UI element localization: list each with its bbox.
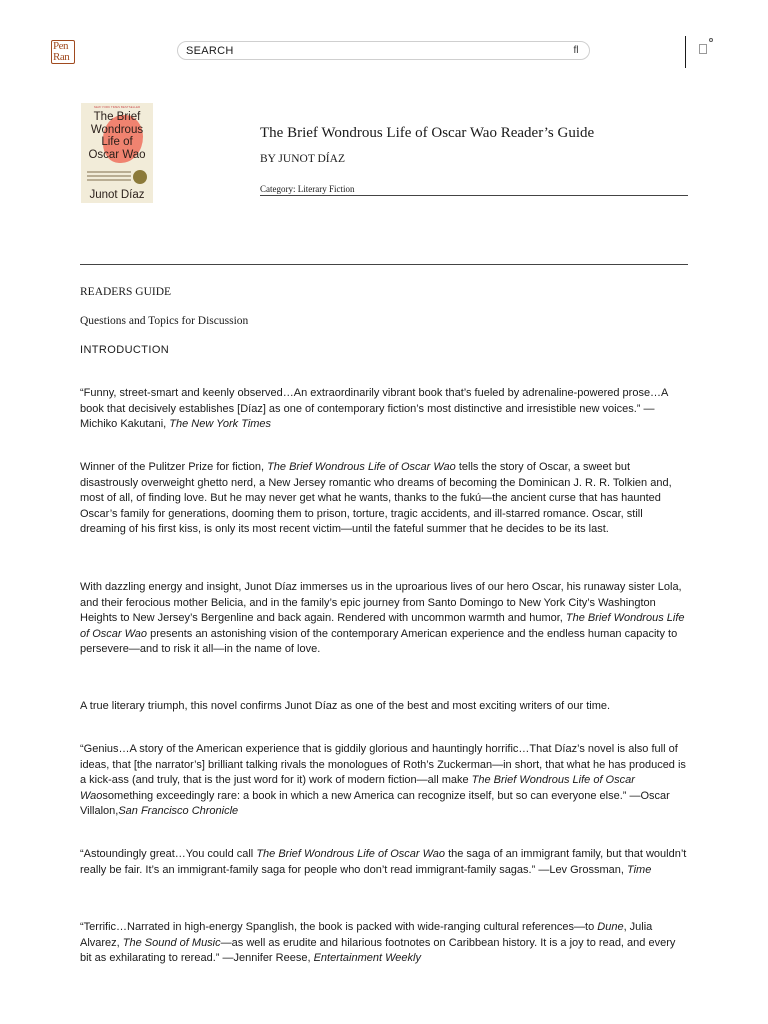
logo-line-1: Pen (53, 40, 68, 52)
intro-paragraph: Winner of the Pulitzer Prize for fiction, The Brief Wondrous Life of Oscar Wao tells the story of Oscar, a sweet but disastrously overweight ghetto nerd, a New Jersey romantic who dreams of becoming the Dominican J. R. R. Tolkien and, most of all, of finding love. But he may never get what he wants, thanks to the fukú—the ancient curse that has haunted Oscar’s family for generations, dooming them to prison, torture, tragic accidents, and ill-starred romance. Oscar, still dreaming of his first kiss, is only its most recent victim—until the fateful summer that he decides to be its last. (80, 461, 672, 535)
intro-paragraph: “Terrific…Narrated in high-energy Spanglish, the book is packed with wide-ranging cultural references—to Dune, Julia Alvarez, The Sound of Music—as well as erudite and hilarious footnotes on Caribbean history. It is a joy to read, and every bit as exhilarating to reread.” —Jennifer Reese, Entertainment Weekly (80, 921, 676, 964)
intro-paragraph: A true literary triumph, this novel confirms Junot Díaz as one of the best and most exciting writers of our time. (80, 700, 611, 712)
cover-author: Junot Díaz (89, 189, 145, 201)
category-link[interactable]: Category: Literary Fiction (260, 184, 355, 194)
readers-guide-heading: READERS GUIDE (80, 286, 172, 298)
book-cover-image[interactable] (81, 103, 153, 203)
intro-paragraph: “Genius…A story of the American experience that is giddily glorious and hauntingly horrific…That Díaz’s novel is also full of ideas, that [the narrator’s] brilliant talking rivals the monologues of Roth’s Zuckerman—in short, that what he has produced is a kick-ass (and truly, that is the just word for it) work of modern fiction—all make The Brief Wondrous Life of Oscar Waosomething exceedingly rare: a book in which a new America can recognize itself, but so can everyone else.” —Oscar Villalon,San Francisco Chronicle (80, 743, 686, 817)
page-title: The Brief Wondrous Life of Oscar Wao Reader’s Guide (260, 125, 595, 141)
logo-line-2: Ran (53, 51, 70, 63)
cover-title-line: Oscar Wao (88, 148, 146, 161)
search-input[interactable] (186, 45, 571, 57)
author-link[interactable]: BY JUNOT DÍAZ (260, 153, 345, 165)
introduction-heading: INTRODUCTION (80, 344, 170, 356)
header-divider (685, 36, 686, 68)
intro-paragraph: “Funny, street-smart and keenly observed…An extraordinarily vibrant book that’s fueled by adrenaline-powered prose…A book that decisively establishes [Díaz] as one of contemporary fiction’s most distinctive and irresistible new voices.” —Michiko Kakutani, The New York Times (80, 387, 668, 430)
account-icon[interactable] (709, 38, 713, 42)
header-rule (260, 195, 688, 196)
cover-tagline: NEW YORK TIMES BESTSELLER (93, 105, 141, 109)
cover-title (81, 111, 153, 161)
section-rule (80, 264, 688, 265)
cover-title-line: The Brief (93, 111, 141, 123)
cover-title-line: Wondrous (90, 123, 144, 136)
menu-icon[interactable] (699, 44, 707, 54)
search-bar[interactable] (177, 41, 590, 60)
intro-paragraph: With dazzling energy and insight, Junot Díaz immerses us in the uproarious lives of our hero Oscar, his runaway sister Lola, and their ferocious mother Belicia, and in the family’s epic journey from Santo Domingo to New York City’s Washington Heights to New Jersey’s Bergenline and back again. Rendered with uncommon warmth and humor, The Brief Wondrous Life of Oscar Wao presents an astonishing vision of the contemporary American experience and the endless human capacity to persevere—and to risk it all—in the name of love. (80, 581, 685, 655)
cover-title-line: Life of (101, 136, 133, 148)
intro-paragraph: “Astoundingly great…You could call The Brief Wondrous Life of Oscar Wao the saga of an immigrant family, but that wouldn’t really be fair. It’s an immigrant-family saga for people who don’t read immigrant-family sagas.” —Lev Grossman, Time (80, 848, 687, 876)
cover-blurb-lines (87, 171, 131, 183)
site-logo[interactable] (51, 40, 75, 64)
search-icon[interactable]: fl (573, 45, 579, 56)
questions-topics-heading: Questions and Topics for Discussion (80, 315, 249, 327)
pulitzer-seal-icon (133, 170, 147, 184)
